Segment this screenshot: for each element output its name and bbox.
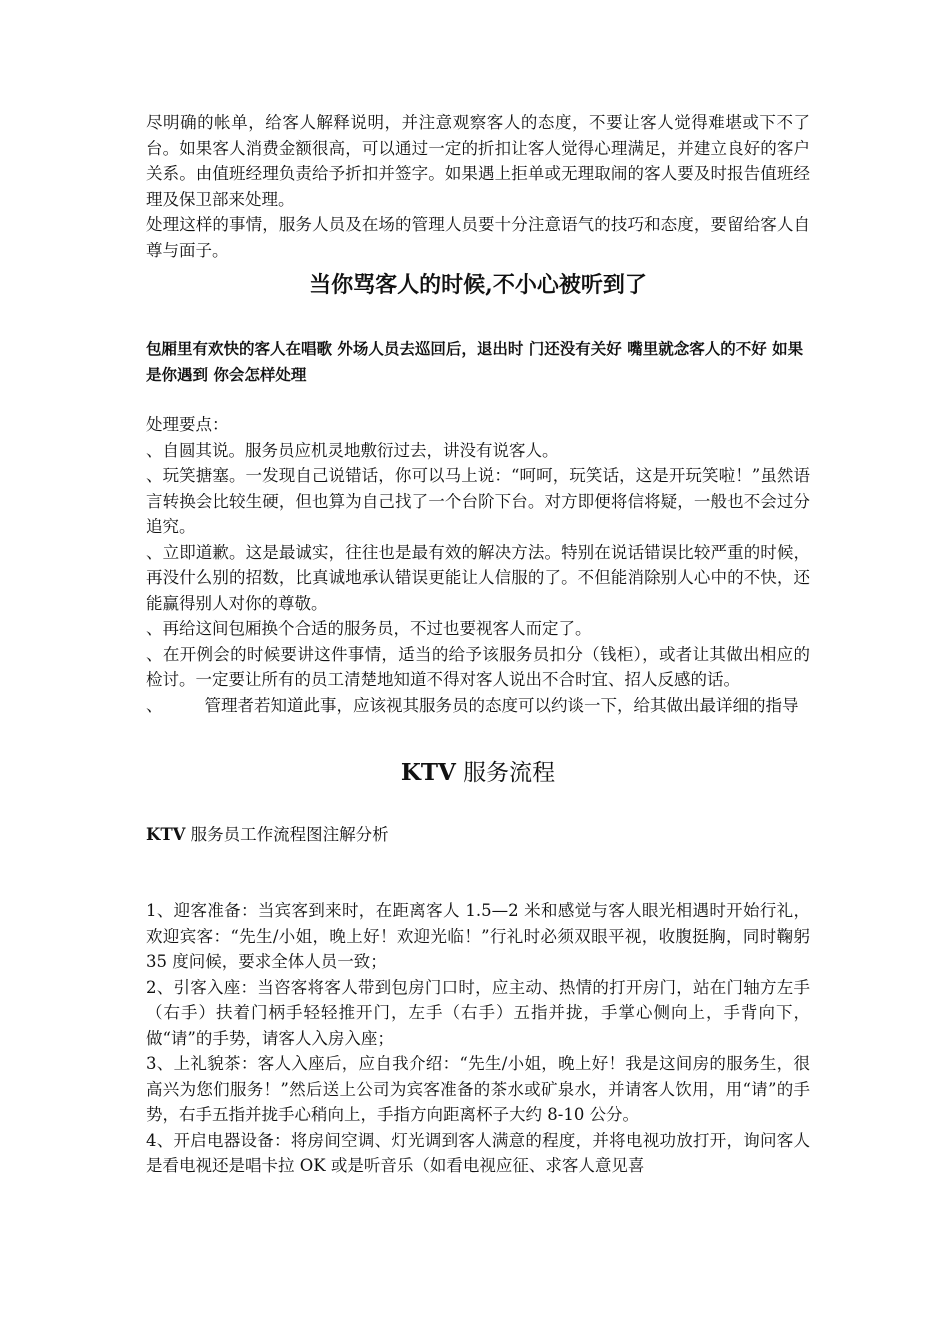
subtitle-ktv: KTV bbox=[146, 825, 186, 844]
section-subtitle bbox=[146, 822, 810, 848]
section-title-ktv-process bbox=[146, 756, 810, 790]
key-points-label: 处理要点： bbox=[146, 415, 229, 434]
intro-paragraph-1: 尽明确的帐单，给客人解释说明，并注意观察客人的态度，不要让客人觉得难堪或下不了台。如果客人消费金额很高，可以通过一定的折扣让客人觉得心理满足，并建立良好的客户关系。由值班经理负责给予折扣并签字。如果遇上拒单或无理取闹的客人要及时报告值班经理及保卫部来处理。 bbox=[146, 113, 810, 209]
key-point-3: 、立即道歉。这是最诚实，往往也是最有效的解决方法。特别在说话错误比较严重的时候，再没什么别的招数，比真诚地承认错误更能让人信服的了。不但能消除别人心中的不快，还能赢得别人对你的尊敬。 bbox=[146, 542, 810, 613]
title-rest: 服务流程 bbox=[455, 760, 556, 786]
key-point-2: 、玩笑搪塞。一发现自己说错话，你可以马上说：“呵呵，玩笑话，这是开玩笑啦！”虽然语言转换会比较生硬，但也算为自己找了一个台阶下台。对方即便将信将疑，一般也不会过分追究。 bbox=[146, 466, 810, 536]
step-3: 3、上礼貌茶：客人入座后，应自我介绍：“先生/小姐，晚上好！我是这间房的服务生，很高兴为您们服务！”然后送上公司为宾客准备的茶水或矿泉水，并请客人饮用，用“请”的手势，右手五指并拢手心稍向上，手指方向距离杯子大约 8-10 公分。 bbox=[146, 1054, 810, 1124]
intro-paragraph-2: 处理这样的事情，服务人员及在场的管理人员要十分注意语气的技巧和态度，要留给客人自尊与面子。 bbox=[146, 215, 810, 260]
scenario-question: 包厢里有欢快的客人在唱歌 外场人员去巡回后，退出时 门还没有关好 嘴里就念客人的不好 如果是你遇到 你会怎样处理 bbox=[146, 340, 804, 384]
title-ktv: KTV bbox=[400, 759, 456, 786]
key-point-5: 、在开例会的时候要讲这件事情，适当的给予该服务员扣分（钱柜），或者让其做出相应的检讨。一定要让所有的员工清楚地知道不得对客人说出不合时宜、招人反感的话。 bbox=[146, 644, 810, 689]
subtitle-rest: 服务员工作流程图注解分析 bbox=[185, 825, 389, 844]
key-point-4: 、再给这间包厢换个合适的服务员，不过也要视客人而定了。 bbox=[146, 619, 592, 638]
section-title-overheard: 当你骂客人的时候,不小心被听到了 bbox=[309, 272, 647, 298]
step-2: 2、引客入座：当咨客将客人带到包房门口时，应主动、热情的打开房门，站在门轴方左手（右手）扶着门柄手轻轻推开门，左手（右手）五指并拢，手掌心侧向上，手背向下，做“请”的手势，请客人入房入座； bbox=[146, 977, 810, 1048]
key-point-6: 、 管理者若知道此事，应该视其服务员的态度可以约谈一下，给其做出最详细的指导 bbox=[146, 695, 799, 715]
process-steps bbox=[146, 898, 810, 1179]
step-1: 1、迎客准备：当宾客到来时，在距离客人 1.5—2 米和感觉与客人眼光相遇时开始行礼，欢迎宾客：“先生/小姐，晚上好！欢迎光临！”行礼时必须双眼平视，收腹挺胸，同时鞠躬 35 度问候，要求全体人员一致； bbox=[146, 901, 810, 971]
key-point-1: 、自圆其说。服务员应机灵地敷衍过去，讲没有说客人。 bbox=[146, 440, 559, 460]
step-4: 4、开启电器设备：将房间空调、灯光调到客人满意的程度，并将电视功放打开，询问客人是看电视还是唱卡拉 OK 或是听音乐（如看电视应征、求客人意见喜 bbox=[146, 1130, 810, 1175]
